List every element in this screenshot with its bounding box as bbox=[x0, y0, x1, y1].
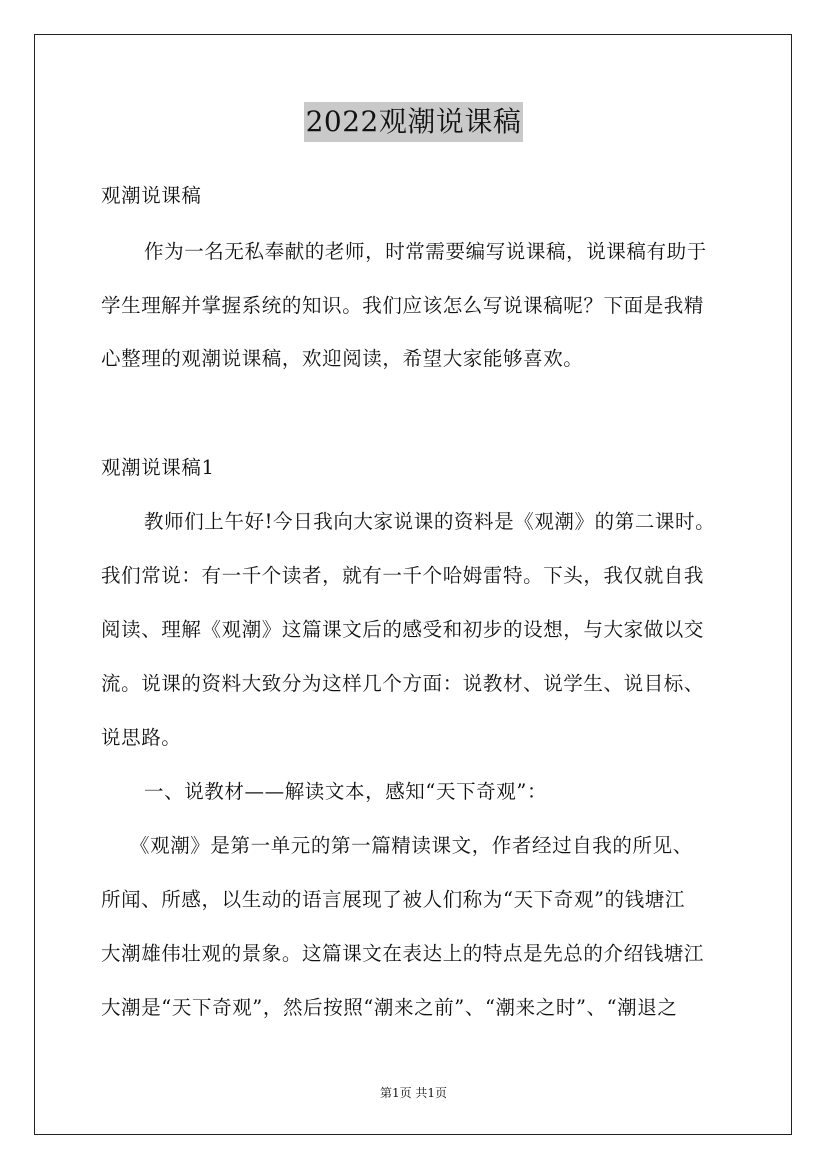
section-heading: 观潮说课稿 bbox=[101, 184, 202, 207]
paragraph-line: 作为一名无私奉献的老师，时常需要编写说课稿，说课稿有助于 bbox=[144, 240, 707, 263]
section-heading: 观潮说课稿1 bbox=[101, 456, 215, 479]
paragraph-line: 《观潮》是第一单元的第一篇精读课文，作者经过自我的所见、 bbox=[130, 834, 693, 857]
paragraph-line: 我们常说：有一千个读者，就有一千个哈姆雷特。下头，我仅就自我 bbox=[101, 564, 705, 587]
paragraph-line: 学生理解并掌握系统的知识。我们应该怎么写说课稿呢？下面是我精 bbox=[101, 294, 705, 317]
subsection-heading: 一、说教材——解读文本，感知“天下奇观”： bbox=[144, 780, 548, 803]
paragraph-line: 大潮雄伟壮观的景象。这篇课文在表达上的特点是先总的介绍钱塘江 bbox=[101, 942, 705, 965]
paragraph-line: 所闻、所感，以生动的语言展现了被人们称为“天下奇观”的钱塘江 bbox=[101, 888, 685, 911]
document-title: 2022观潮说课稿 bbox=[304, 102, 524, 142]
paragraph-line: 心整理的观潮说课稿，欢迎阅读，希望大家能够喜欢。 bbox=[101, 347, 584, 370]
paragraph-line: 说思路。 bbox=[101, 726, 182, 749]
paragraph-line: 阅读、理解《观潮》这篇课文后的感受和初步的设想，与大家做以交 bbox=[101, 618, 705, 641]
title-container bbox=[0, 102, 827, 142]
paragraph-line: 教师们上午好!今日我向大家说课的资料是《观潮》的第二课时。 bbox=[144, 510, 716, 533]
page-footer: 第1页 共1页 bbox=[379, 1086, 448, 1100]
paragraph-line: 大潮是“天下奇观”，然后按照“潮来之前”、“潮来之时”、“潮退之 bbox=[101, 996, 678, 1019]
paragraph-line: 流。说课的资料大致分为这样几个方面：说教材、说学生、说目标、 bbox=[101, 672, 705, 695]
